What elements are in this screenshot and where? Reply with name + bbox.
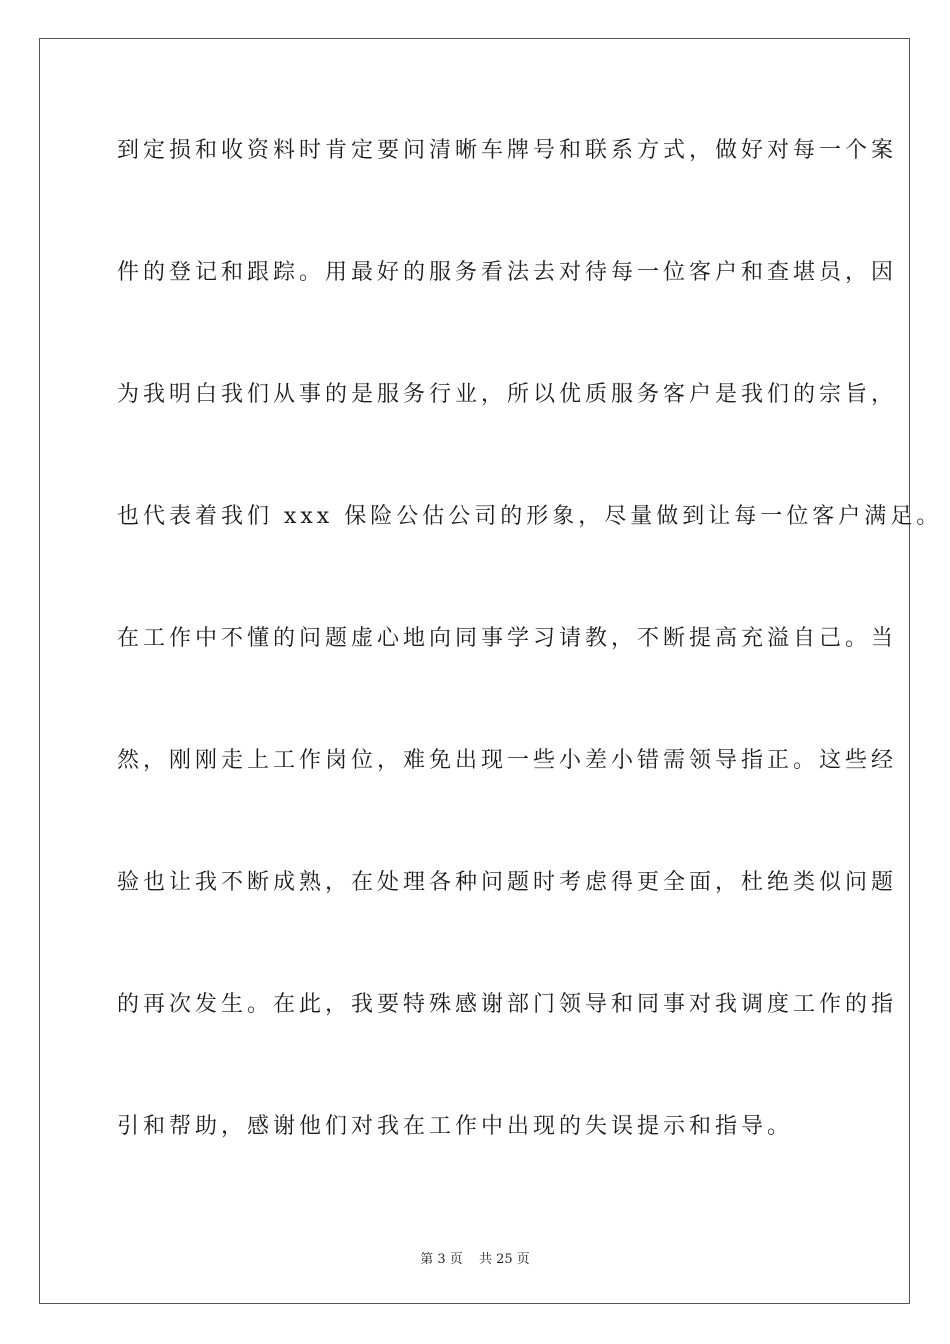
total-pages: 共 25 页 [478,1252,530,1267]
text-line-4: 也代表着我们 xxx 保险公估公司的形象，尽量做到让每一位客户满足。 [117,504,943,529]
text-line-1: 到定损和收资料时肯定要问清晰车牌号和联系方式，做好对每一个案 [117,138,898,163]
text-line-3: 为我明白我们从事的是服务行业，所以优质服务客户是我们的宗旨， [117,382,898,407]
text-line-8: 的再次发生。在此，我要特殊感谢部门领导和同事对我调度工作的指 [117,992,898,1017]
current-page-number: 第 3 页 [420,1252,463,1267]
text-line-9: 引和帮助，感谢他们对我在工作中出现的失误提示和指导。 [117,1114,794,1139]
page-footer [0,1248,950,1267]
document-body [117,131,943,1229]
text-line-7: 验也让我不断成熟，在处理各种问题时考虑得更全面，杜绝类似问题 [117,870,898,895]
text-line-6: 然，刚刚走上工作岗位，难免出现一些小差小错需领导指正。这些经 [117,748,898,773]
text-line-5: 在工作中不懂的问题虚心地向同事学习请教，不断提高充溢自己。当 [117,626,898,651]
text-line-2: 件的登记和跟踪。用最好的服务看法去对待每一位客户和查堪员，因 [117,260,898,285]
